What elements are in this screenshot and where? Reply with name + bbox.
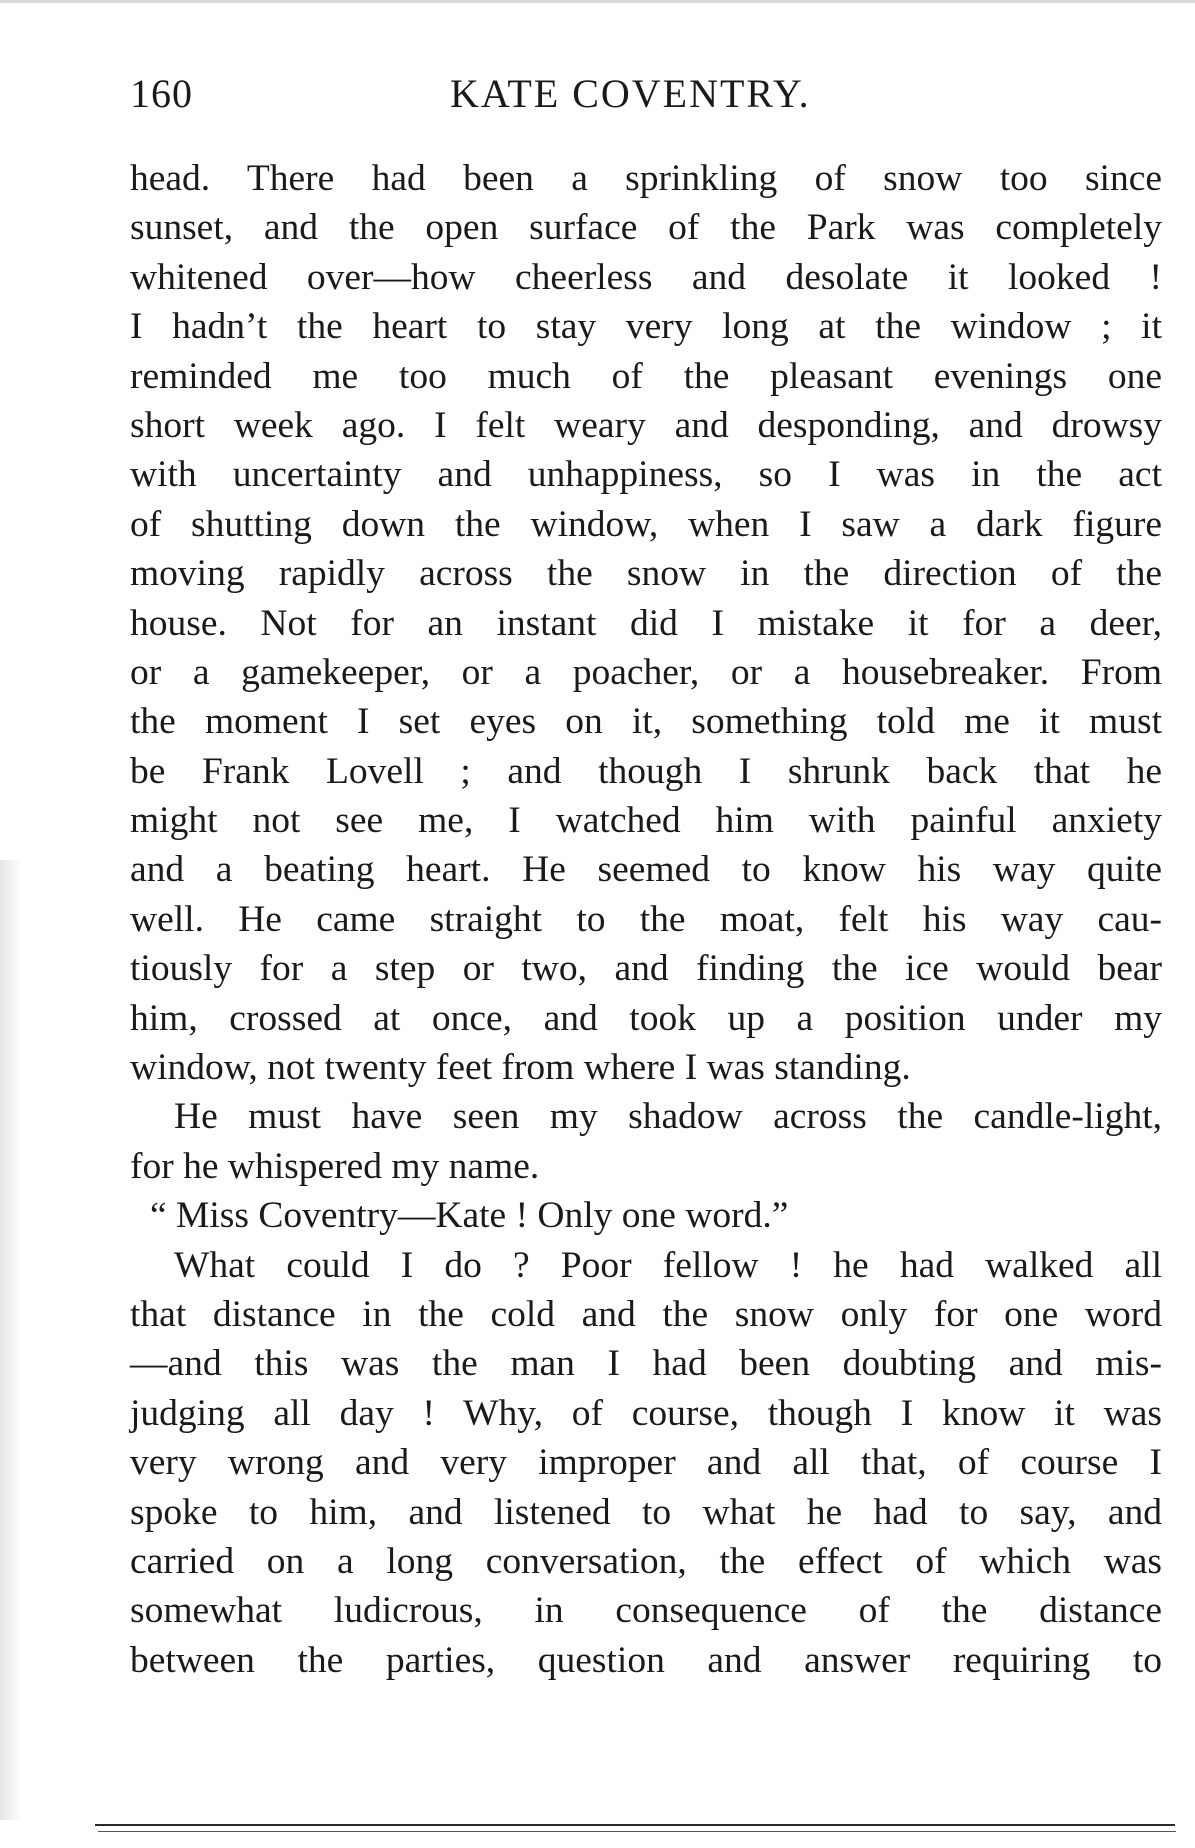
page-number: 160 (130, 71, 193, 116)
text-line: whitened over—how cheerless and desolate it looked ! (130, 256, 1162, 298)
text-line: and a beating heart. He seemed to know his way quite (130, 849, 1162, 891)
text-line: that distance in the cold and the snow only for one word (130, 1293, 1162, 1335)
text-line: What could I do ? Poor fellow ! he had walked all (174, 1244, 1162, 1286)
text-line: spoke to him, and listened to what he had to say, and (130, 1491, 1162, 1533)
text-line: or a gamekeeper, or a poacher, or a housebreaker. From (130, 651, 1162, 693)
text-line: between the parties, question and answer requiring to (130, 1639, 1162, 1681)
text-line: window, not twenty feet from where I was standing. (130, 1047, 911, 1089)
bottom-rule-secondary (98, 1831, 1176, 1832)
body-text (130, 154, 1162, 1685)
text-line: He must have seen my shadow across the candle-light, (174, 1096, 1162, 1138)
text-line: carried on a long conversation, the effect of which was (130, 1540, 1162, 1582)
text-line: him, crossed at once, and took up a position under my (130, 997, 1162, 1039)
text-line: judging all day ! Why, of course, though I know it was (130, 1392, 1162, 1434)
text-line: head. There had been a sprinkling of snow too since (130, 158, 1162, 199)
bottom-rule (95, 1824, 1175, 1826)
dialogue-line: “ Miss Coventry—Kate ! Only one word.” (150, 1195, 789, 1237)
text-line: very wrong and very improper and all that, of course I (130, 1442, 1162, 1484)
text-line: well. He came straight to the moat, felt his way cau- (130, 898, 1162, 940)
text-line: house. Not for an instant did I mistake it for a deer, (130, 602, 1162, 644)
text-line: might not see me, I watched him with painful anxiety (130, 800, 1162, 842)
text-line: tiously for a step or two, and finding the ice would bear (130, 948, 1162, 990)
text-line: the moment I set eyes on it, something told me it must (130, 701, 1162, 743)
gutter-shadow (0, 860, 22, 1820)
text-line: sunset, and the open surface of the Park was completely (130, 207, 1162, 249)
running-head (0, 62, 1195, 122)
text-line: with uncertainty and unhappiness, so I was in the act (130, 454, 1162, 496)
text-line: short week ago. I felt weary and desponding, and drowsy (130, 404, 1162, 446)
text-line: for he whispered my name. (130, 1145, 540, 1187)
top-edge (0, 0, 1195, 3)
text-line: of shutting down the window, when I saw a dark figure (130, 503, 1162, 545)
text-line: somewhat ludicrous, in consequence of the distance (130, 1590, 1162, 1632)
text-line: moving rapidly across the snow in the direction of the (130, 553, 1162, 595)
running-title: KATE COVENTRY. (450, 71, 811, 116)
text-line: reminded me too much of the pleasant evenings one (130, 355, 1162, 397)
text-line: be Frank Lovell ; and though I shrunk back that he (130, 750, 1162, 792)
text-line: I hadn’t the heart to stay very long at the window ; it (130, 306, 1162, 348)
text-line: —and this was the man I had been doubting and mis- (130, 1343, 1162, 1385)
